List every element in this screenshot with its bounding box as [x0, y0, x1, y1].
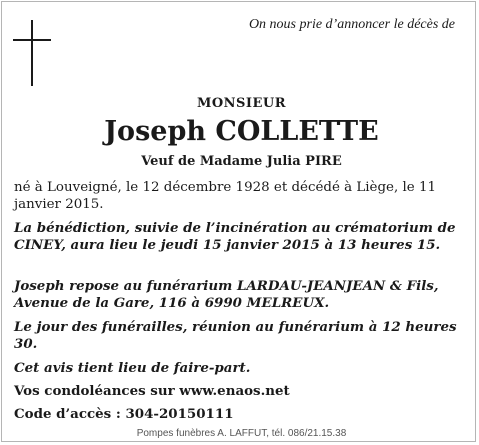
funeral-paragraph: La bénédiction, suivie de l’incinération au crématorium de CINEY, aura lieu le jeudi 15 janvier 2015 à 13 heures 15.	[14, 220, 456, 253]
undertaker-footer: Pompes funèbres A. LAFFUT, tél. 086/21.15.38	[136, 428, 347, 439]
latin-cross-icon	[13, 20, 51, 86]
access-code-line: Code d’accès : 304-20150111	[14, 406, 234, 422]
birth-death-paragraph: né à Louveigné, le 12 décembre 1928 et décédé à Liège, le 11 janvier 2015.	[14, 180, 436, 212]
honorific: MONSIEUR	[196, 96, 287, 111]
meeting-paragraph: Le jour des funérailles, réunion au funérarium à 12 heures 30.	[14, 319, 457, 352]
condolences-line: Vos condoléances sur www.enaos.net	[14, 383, 290, 399]
notice-line: Cet avis tient lieu de faire-part.	[14, 360, 251, 376]
deceased-name: Joseph COLLETTE	[104, 116, 379, 147]
intro-line: On nous prie d’annoncer le décès de	[248, 17, 455, 32]
widow-line: Veuf de Madame Julia PIRE	[141, 154, 342, 169]
notice-frame	[1, 1, 476, 442]
rest-location-paragraph: Joseph repose au funérarium LARDAU-JEANJEAN & Fils, Avenue de la Gare, 116 à 6990 MELREUX.	[14, 278, 439, 311]
